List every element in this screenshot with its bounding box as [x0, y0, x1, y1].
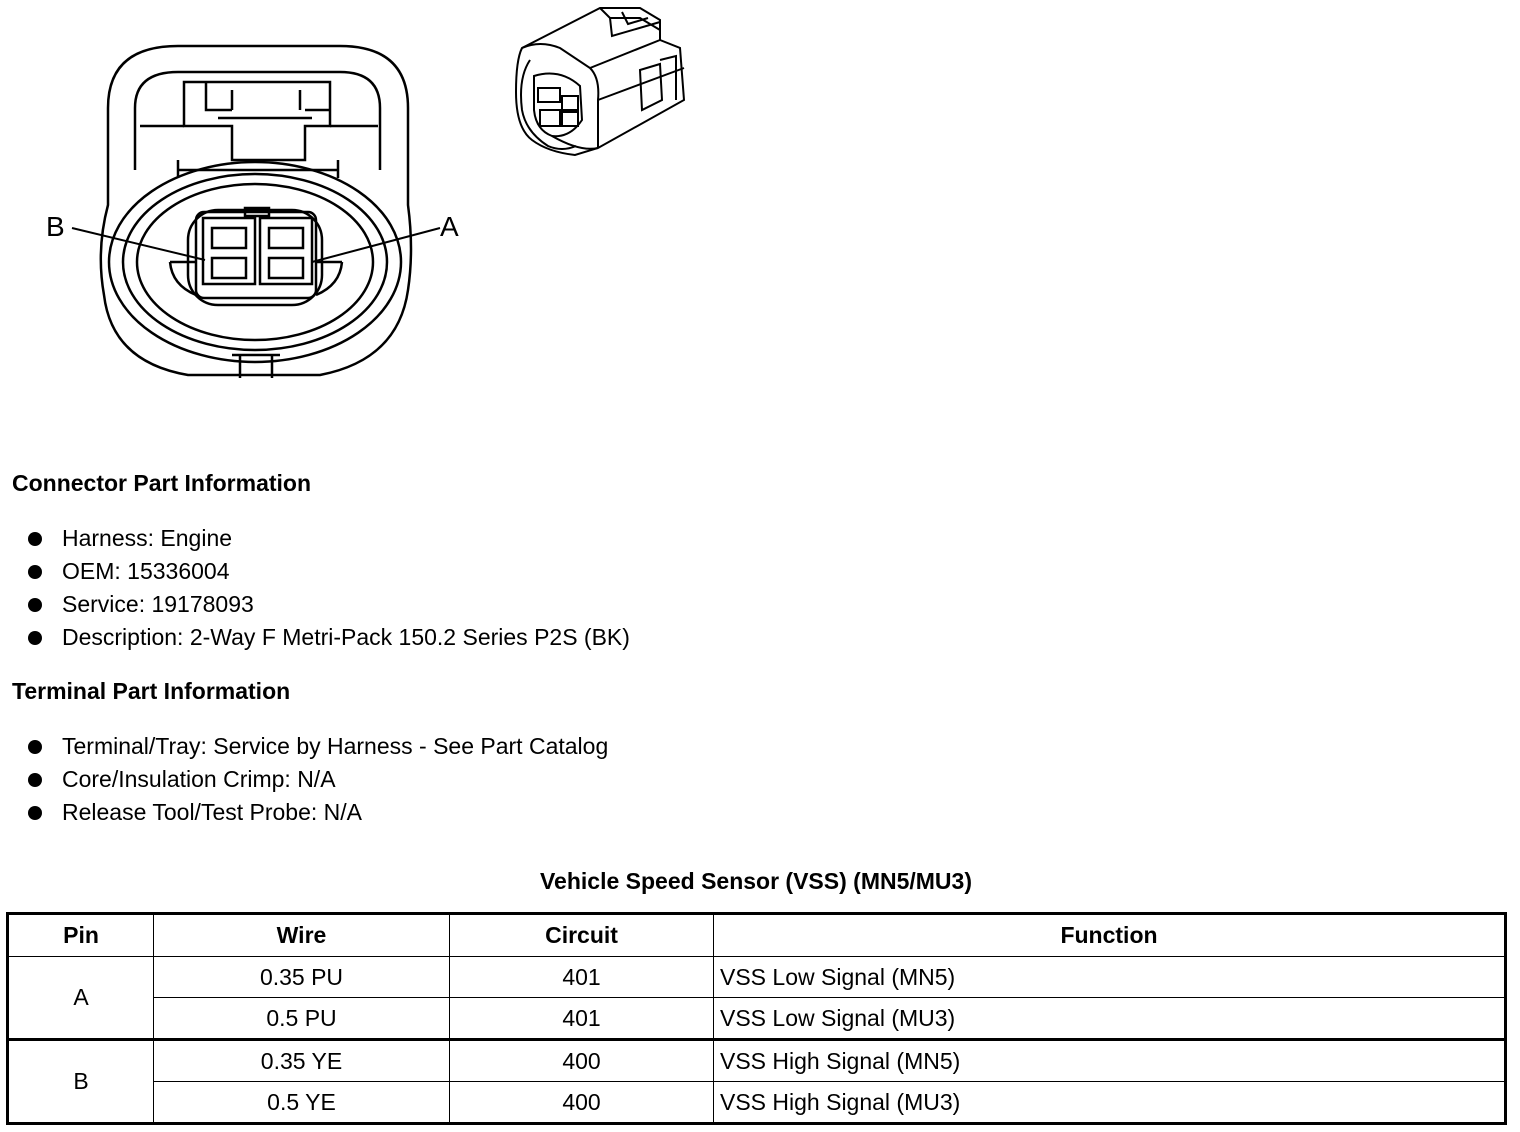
list-item: Terminal/Tray: Service by Harness - See Part Catalog [28, 730, 608, 763]
leader-line-a [312, 228, 440, 262]
table-title: Vehicle Speed Sensor (VSS) (MN5/MU3) [539, 868, 972, 894]
bullet-icon [28, 806, 42, 820]
list-item: Release Tool/Test Probe: N/A [28, 796, 608, 829]
table-header-row [8, 914, 1506, 957]
table-row [8, 1082, 1506, 1124]
connector-info-title: Connector Part Information [12, 470, 312, 496]
wire-cell: 0.35 PU [154, 957, 450, 998]
wire-cell: 0.5 YE [154, 1082, 450, 1124]
terminal-info-list [28, 730, 608, 829]
connector-face-diagram [40, 36, 480, 386]
pin-cell: B [8, 1040, 154, 1124]
pin-table [6, 912, 1507, 1125]
table-row [8, 1040, 1506, 1082]
header-wire: Wire [154, 914, 450, 957]
header-pin: Pin [8, 914, 154, 957]
function-cell: VSS Low Signal (MN5) [714, 957, 1506, 998]
function-cell: VSS High Signal (MN5) [714, 1040, 1506, 1082]
list-item: Core/Insulation Crimp: N/A [28, 763, 608, 796]
connector-info-list [28, 522, 630, 654]
bullet-icon [28, 631, 42, 645]
table-row [8, 998, 1506, 1040]
connector-inner-shell [135, 72, 380, 170]
list-item: Service: 19178093 [28, 588, 630, 621]
list-item: Description: 2-Way F Metri-Pack 150.2 Series P2S (BK) [28, 621, 630, 654]
circuit-cell: 401 [450, 957, 714, 998]
connector-isometric-diagram [508, 2, 698, 162]
function-cell: VSS Low Signal (MU3) [714, 998, 1506, 1040]
list-item: OEM: 15336004 [28, 555, 630, 588]
circuit-cell: 401 [450, 998, 714, 1040]
bullet-icon [28, 532, 42, 546]
pin-cell: A [8, 957, 154, 1040]
wire-cell: 0.5 PU [154, 998, 450, 1040]
wire-cell: 0.35 YE [154, 1040, 450, 1082]
bullet-icon [28, 773, 42, 787]
bullet-icon [28, 740, 42, 754]
function-cell: VSS High Signal (MU3) [714, 1082, 1506, 1124]
bullet-icon [28, 565, 42, 579]
header-function: Function [714, 914, 1506, 957]
terminal-info-title: Terminal Part Information [12, 678, 291, 704]
pin-label-a: A [440, 211, 459, 242]
circuit-cell: 400 [450, 1082, 714, 1124]
list-item: Harness: Engine [28, 522, 630, 555]
header-circuit: Circuit [450, 914, 714, 957]
circuit-cell: 400 [450, 1040, 714, 1082]
bullet-icon [28, 598, 42, 612]
table-row [8, 957, 1506, 998]
pin-label-b: B [46, 211, 65, 242]
